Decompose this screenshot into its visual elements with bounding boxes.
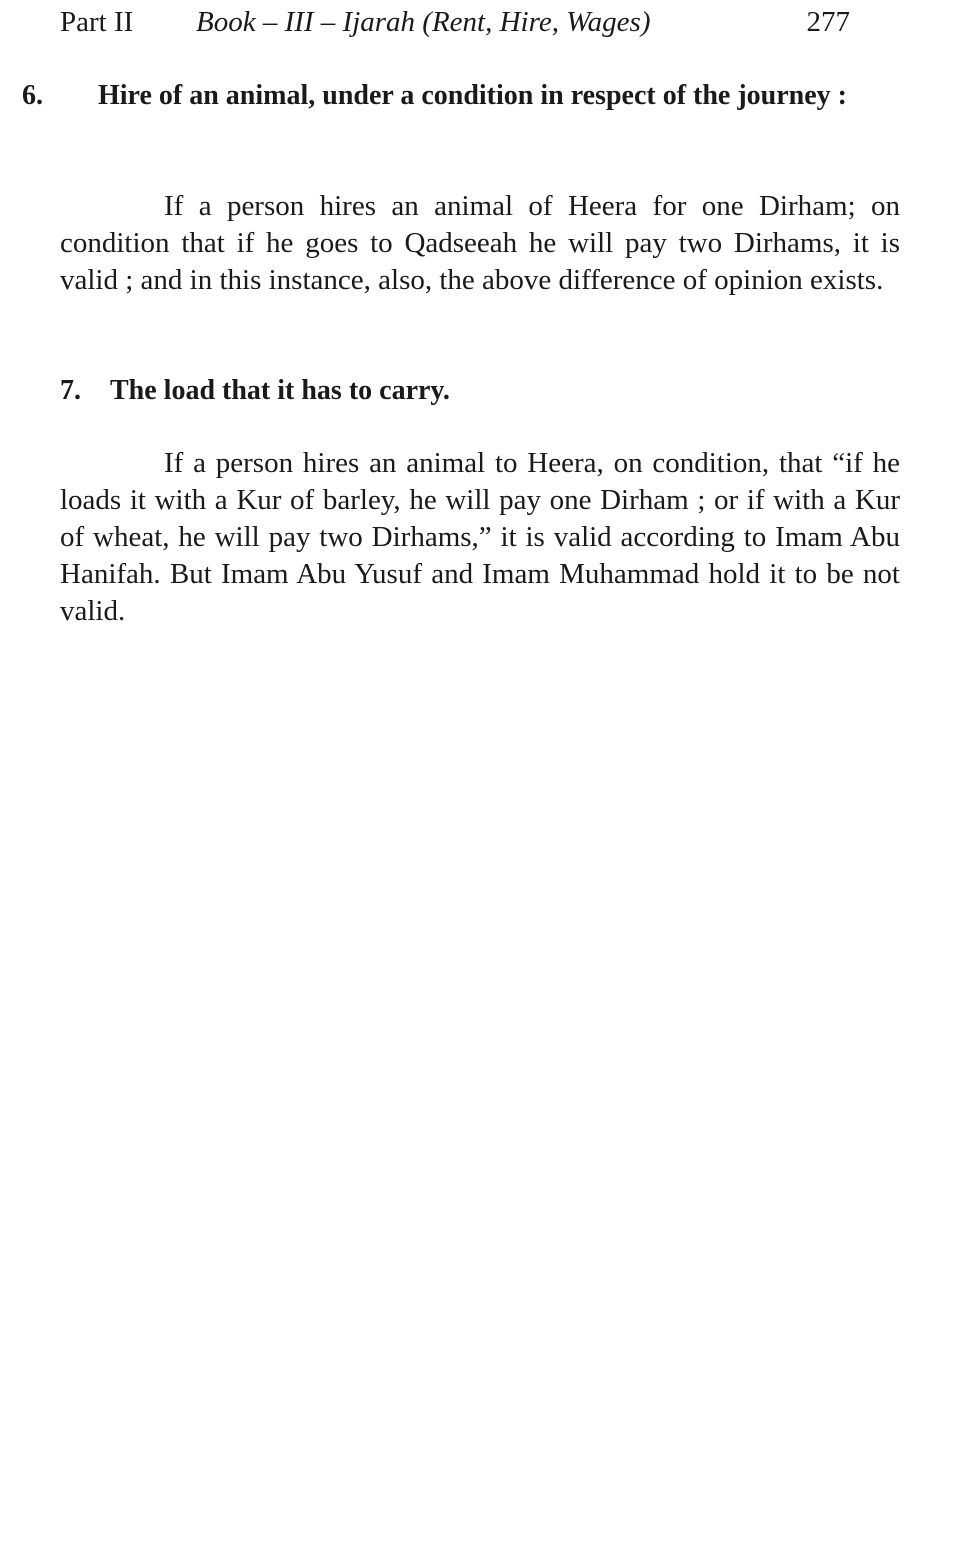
header-part-label: Part II <box>60 6 134 38</box>
page-number: 277 <box>806 6 850 38</box>
section-heading-7 <box>60 372 900 409</box>
section-title-7: The load that it has to carry. <box>110 375 450 406</box>
section-paragraph-6: If a person hires an animal of Heera for one Dirham; on condition that if he goes to Qadseeah he will pay two Dirhams, it is valid ; and in this instance, also, the above difference of opinion exists. <box>60 190 900 296</box>
section-number-6: 6. <box>22 80 43 111</box>
header-book-title: Book – III – Ijarah (Rent, Hire, Wages) <box>196 6 651 38</box>
section-title-6: Hire of an animal, under a condition in respect of the journey : <box>98 80 847 111</box>
running-header <box>60 2 850 42</box>
section-heading-6 <box>22 77 900 114</box>
section-paragraph-7: If a person hires an animal to Heera, on condition, that “if he loads it with a Kur of barley, he will pay one Dirham ; or if with a Kur of wheat, he will pay two Dirhams,” it is valid according to Imam Abu Hanifah. But Imam Abu Yusuf and Imam Muhammad hold it to be not valid. <box>60 447 900 627</box>
section-number-7: 7. <box>60 375 81 406</box>
